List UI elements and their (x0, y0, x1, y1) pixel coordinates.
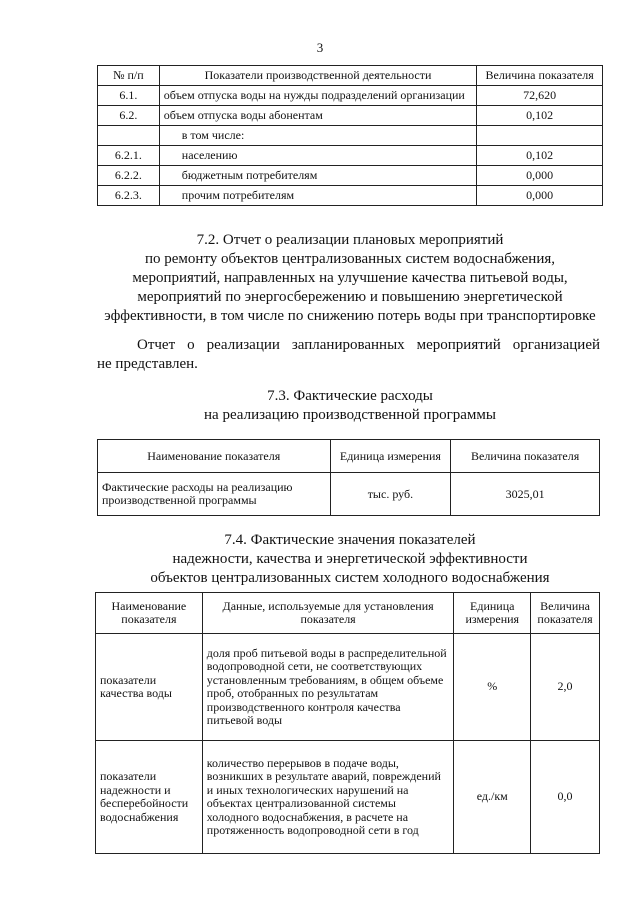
table-header-row (98, 440, 600, 473)
heading-line: эффективности, в том числе по снижению потерь воды при транспортировке (104, 308, 596, 324)
production-indicators-table (97, 65, 603, 206)
row-value: 0,102 (477, 106, 603, 126)
table-row (98, 473, 600, 516)
row-number (98, 126, 160, 146)
row-name: прочим потребителям (159, 186, 477, 206)
heading-line: мероприятий по энергосбережению и повышению энергетической (137, 289, 563, 305)
row-value: 0,0 (531, 741, 600, 854)
reliability-quality-table (95, 592, 600, 854)
row-value: 72,620 (477, 86, 603, 106)
row-number: 6.2.2. (98, 166, 160, 186)
header-cell: Единица измерения (454, 593, 531, 634)
table-row (96, 634, 600, 741)
row-value: 0,102 (477, 146, 603, 166)
header-cell: Величина показателя (531, 593, 600, 634)
heading-line: 7.4. Фактические значения показателей (224, 532, 476, 548)
table-header-row (96, 593, 600, 634)
row-number: 6.2.1. (98, 146, 160, 166)
table-row (98, 166, 603, 186)
row-number: 6.1. (98, 86, 160, 106)
row-data: доля проб питьевой воды в распределительной водопроводной сети, не соответствующих установленным требованиям, в общем объеме проб, отобранных по результатам производственного контроля качества питьевой воды (202, 634, 454, 741)
table-row (98, 126, 603, 146)
heading-line: надежности, качества и энергетической эффективности (172, 551, 528, 567)
row-number: 6.2.3. (98, 186, 160, 206)
row-name: объем отпуска воды на нужды подразделений организации (159, 86, 477, 106)
report-paragraph (97, 336, 600, 374)
header-cell: Величина показателя (451, 440, 600, 473)
header-cell: Величина показателя (477, 66, 603, 86)
table-row (98, 186, 603, 206)
section-7-2-heading (90, 231, 610, 326)
row-name: бюджетным потребителям (159, 166, 477, 186)
header-cell: № п/п (98, 66, 160, 86)
row-name: в том числе: (159, 126, 477, 146)
row-value: 2,0 (531, 634, 600, 741)
row-value (477, 126, 603, 146)
row-name: показатели надежности и бесперебойности водоснабжения (96, 741, 203, 854)
section-7-4-heading (90, 531, 610, 588)
table-row (98, 86, 603, 106)
row-value: 0,000 (477, 186, 603, 206)
row-name: объем отпуска воды абонентам (159, 106, 477, 126)
section-7-3-heading (90, 387, 610, 425)
table-row (98, 106, 603, 126)
row-name: населению (159, 146, 477, 166)
header-cell: Показатели производственной деятельности (159, 66, 477, 86)
row-value: 3025,01 (451, 473, 600, 516)
row-data: количество перерывов в подаче воды, возникших в результате аварий, повреждений и иных технологических нарушений на объектах централизованной системы холодного водоснабжения, в расчете на протяженность водопроводной сети в год (202, 741, 454, 854)
row-name: показатели качества воды (96, 634, 203, 741)
row-unit: ед./км (454, 741, 531, 854)
table-row (96, 741, 600, 854)
actual-expenses-table (97, 439, 600, 516)
header-cell: Наименование показателя (98, 440, 331, 473)
heading-line: на реализацию производственной программы (204, 407, 496, 423)
heading-line: 7.3. Фактические расходы (267, 388, 433, 404)
header-cell: Единица измерения (330, 440, 451, 473)
heading-line: мероприятий, направленных на улучшение качества питьевой воды, (132, 270, 568, 286)
table-header-row (98, 66, 603, 86)
header-cell: Наименование показателя (96, 593, 203, 634)
row-unit: тыс. руб. (330, 473, 451, 516)
heading-line: объектов централизованных систем холодного водоснабжения (150, 570, 550, 586)
row-value: 0,000 (477, 166, 603, 186)
page-number: 3 (316, 40, 324, 55)
table-row (98, 146, 603, 166)
row-unit: % (454, 634, 531, 741)
row-number: 6.2. (98, 106, 160, 126)
row-name: Фактические расходы на реализацию производственной программы (98, 473, 331, 516)
heading-line: 7.2. Отчет о реализации плановых мероприятий (196, 232, 504, 248)
paragraph-line: Отчет о реализации запланированных мероприятий организацией (137, 337, 600, 353)
header-cell: Данные, используемые для установления показателя (202, 593, 454, 634)
paragraph-line: не представлен. (97, 356, 198, 372)
heading-line: по ремонту объектов централизованных систем водоснабжения, (144, 251, 555, 267)
